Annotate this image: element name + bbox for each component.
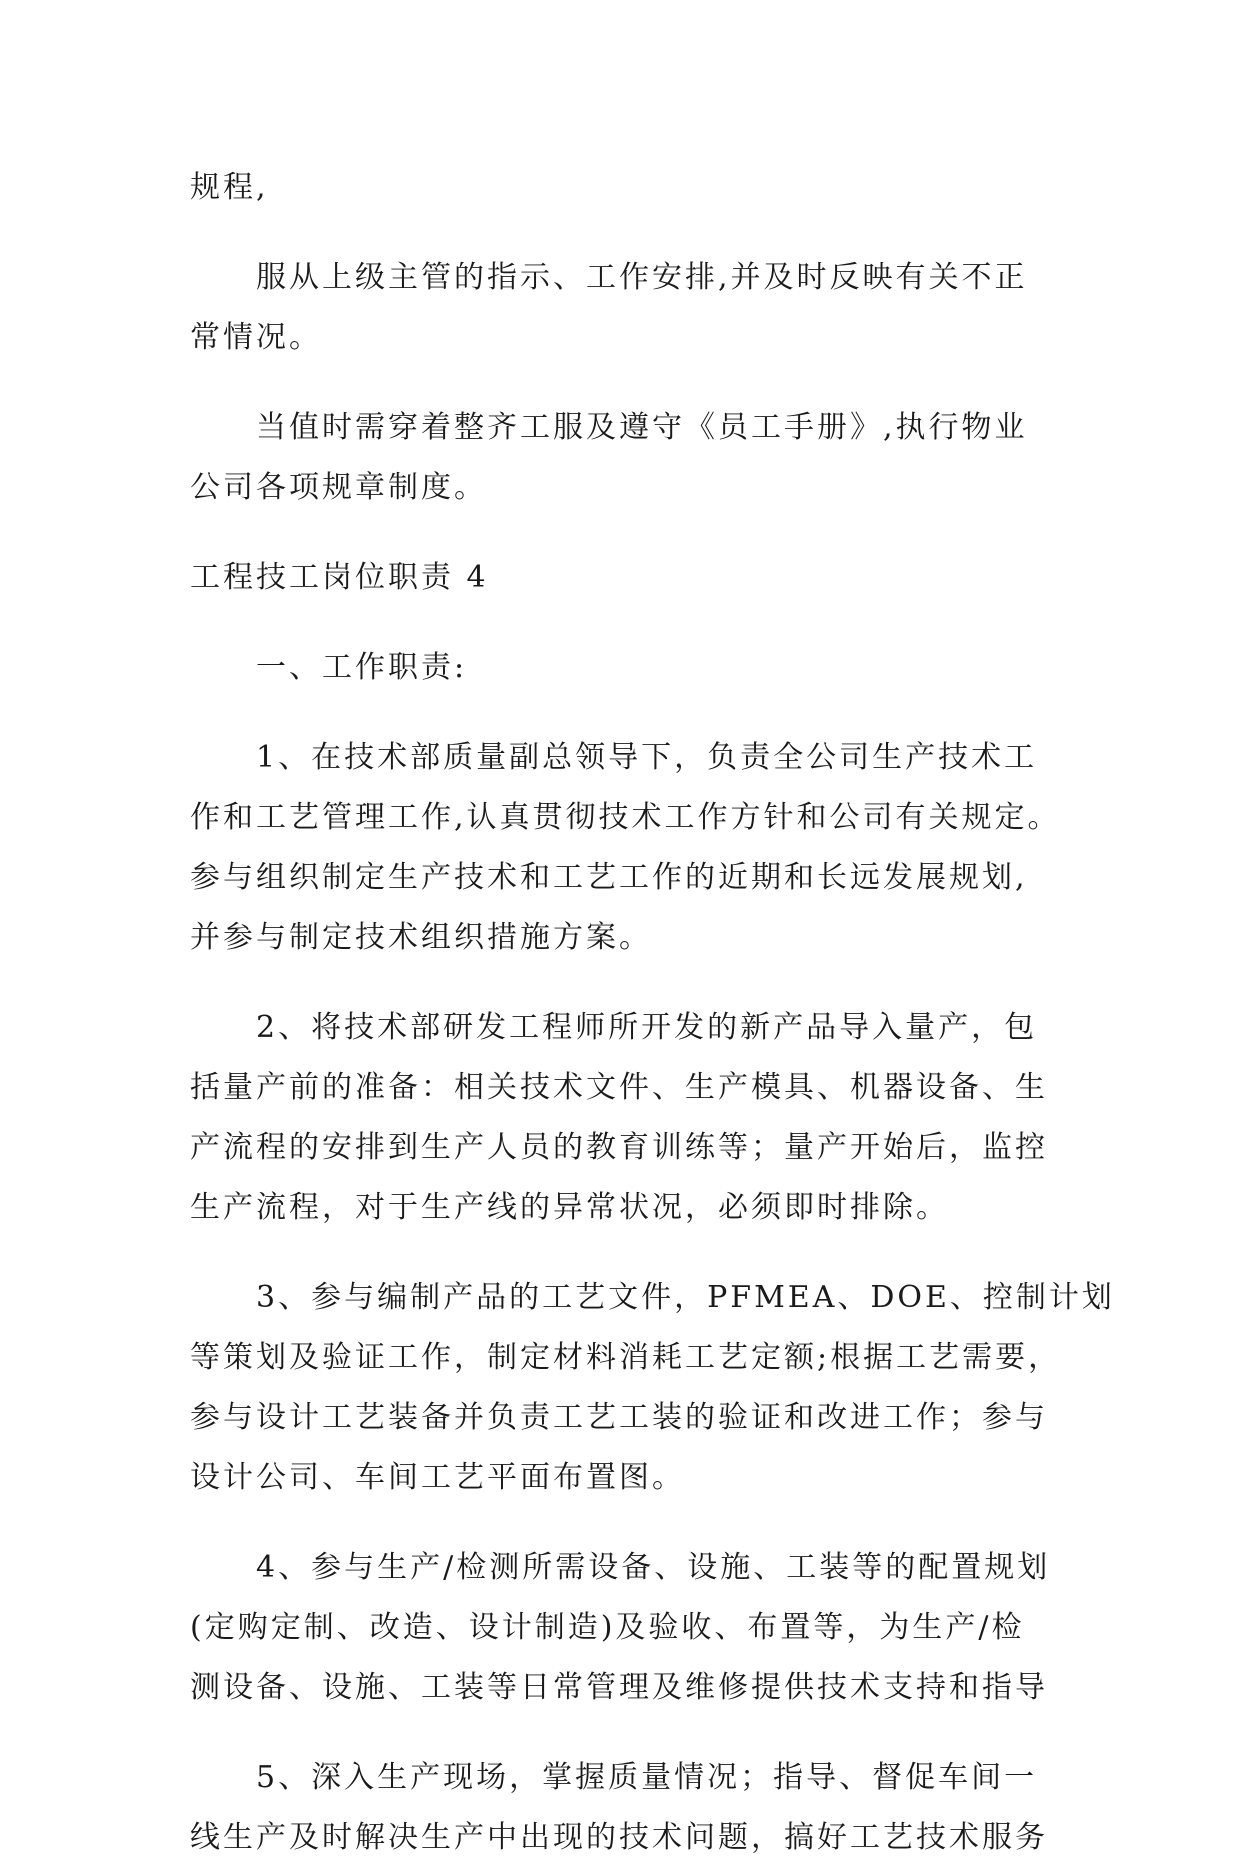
- text-line: 参与组织制定生产技术和工艺工作的近期和长远发展规划,: [190, 860, 1028, 895]
- text-line: 3、参与编制产品的工艺文件，PFMEA、DOE、控制计划: [256, 1280, 1115, 1315]
- text-line: 常情况。: [190, 320, 322, 355]
- text-line: 2、将技术部研发工程师所开发的新产品导入量产，包: [256, 1010, 1038, 1045]
- paragraph: [190, 1748, 1060, 1868]
- paragraph: [190, 398, 1060, 518]
- text-line: 规程,: [190, 170, 269, 205]
- text-line: 等策划及验证工作，制定材料消耗工艺定额;根据工艺需要，: [190, 1340, 1062, 1375]
- text-line: 作和工艺管理工作,认真贯彻技术工作方针和公司有关规定。: [190, 800, 1061, 835]
- subsection-heading: [190, 638, 1060, 698]
- text-line: 参与设计工艺装备并负责工艺工装的验证和改进工作；参与: [190, 1400, 1048, 1435]
- text-line: 线生产及时解决生产中出现的技术问题，搞好工艺技术服务: [190, 1820, 1048, 1855]
- section-heading: [190, 548, 1060, 608]
- text-line: 一、工作职责:: [256, 650, 468, 685]
- heading-text: 工程技工岗位职责 4: [190, 560, 489, 595]
- document-page: [190, 158, 1115, 1868]
- text-line: (定购定制、改造、设计制造)及验收、布置等，为生产/检: [190, 1610, 1025, 1645]
- text-line: 1、在技术部质量副总领导下，负责全公司生产技术工: [256, 740, 1038, 775]
- text-line: 测设备、设施、工装等日常管理及维修提供技术支持和指导: [190, 1670, 1048, 1705]
- text-line: 5、深入生产现场，掌握质量情况；指导、督促车间一: [256, 1760, 1038, 1795]
- paragraph: [190, 998, 1060, 1238]
- text-line: 生产流程，对于生产线的异常状况，必须即时排除。: [190, 1190, 949, 1225]
- text-line: 产流程的安排到生产人员的教育训练等；量产开始后，监控: [190, 1130, 1048, 1165]
- text-line: 公司各项规章制度。: [190, 470, 487, 505]
- text-line: 服从上级主管的指示、工作安排,并及时反映有关不正: [256, 260, 1028, 295]
- text-line: 4、参与生产/检测所需设备、设施、工装等的配置规划: [256, 1550, 1051, 1585]
- text-line: 当值时需穿着整齐工服及遵守《员工手册》,执行物业: [256, 410, 1028, 445]
- paragraph-fragment: [190, 158, 1060, 218]
- paragraph: [190, 1268, 1115, 1508]
- text-line: 设计公司、车间工艺平面布置图。: [190, 1460, 685, 1495]
- paragraph: [190, 1538, 1060, 1718]
- text-line: 括量产前的准备：相关技术文件、生产模具、机器设备、生: [190, 1070, 1048, 1105]
- paragraph: [190, 248, 1060, 368]
- paragraph: [190, 728, 1060, 968]
- text-line: 并参与制定技术组织措施方案。: [190, 920, 652, 955]
